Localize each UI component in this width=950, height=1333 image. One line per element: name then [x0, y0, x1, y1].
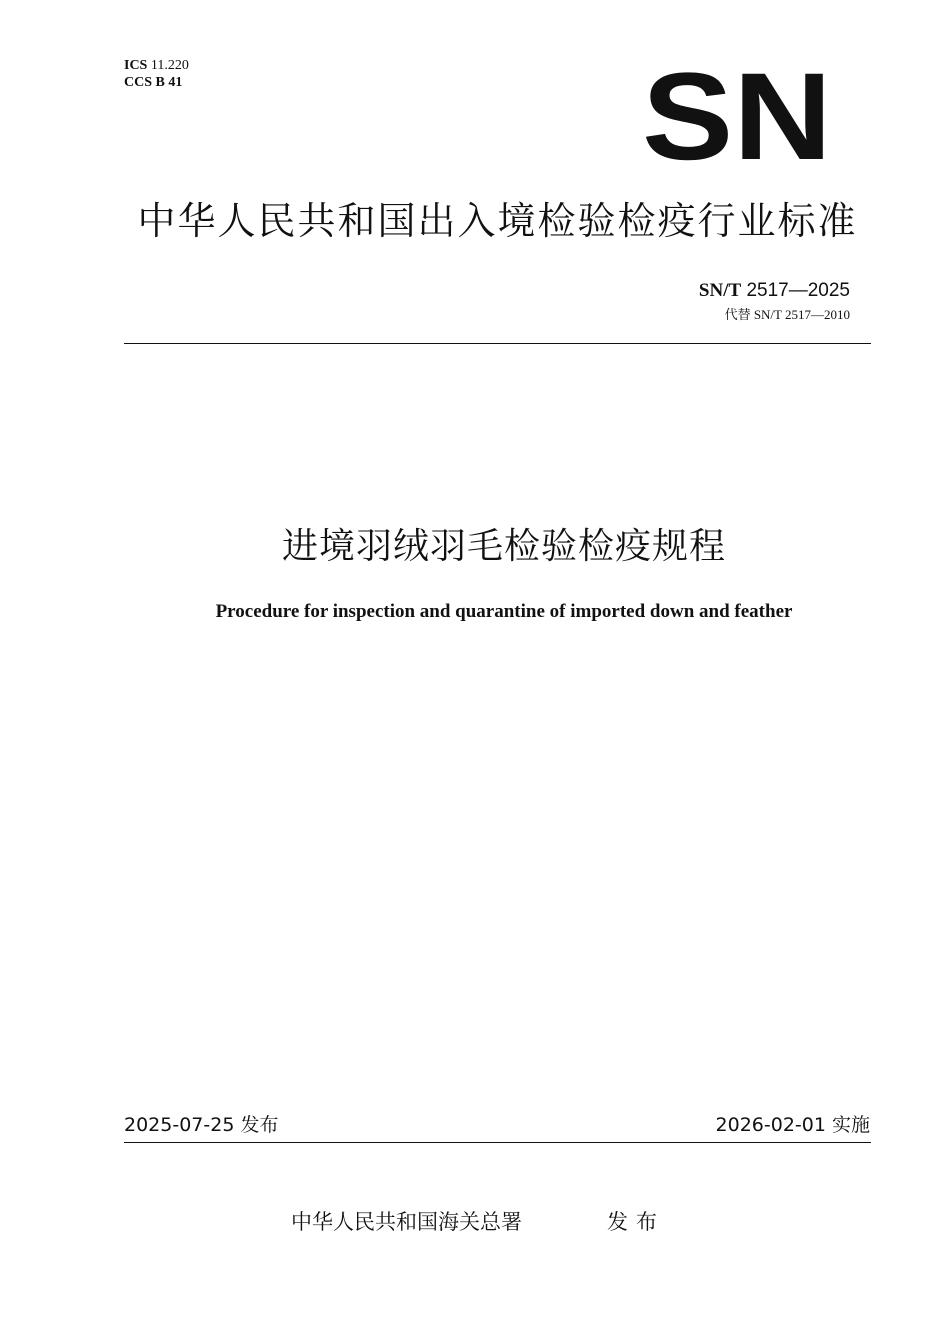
sn-logo-text: SN — [642, 68, 832, 162]
ics-code — [124, 57, 189, 74]
sn-logo — [642, 68, 832, 162]
industry-standard-title: 中华人民共和国出入境检验检疫行业标准 — [137, 199, 858, 243]
ccs-label: CCS — [124, 75, 153, 90]
ccs-code — [124, 74, 189, 91]
standard-number-value: 2517—2025 — [746, 280, 850, 301]
standard-number — [699, 280, 850, 302]
document-title-chinese: 进境羽绒羽毛检验检疫规程 — [281, 526, 726, 567]
standard-number-prefix: SN/T — [698, 280, 742, 301]
issuing-authority: 中华人民共和国海关总署 — [291, 1210, 522, 1234]
ccs-value: B 41 — [155, 75, 183, 90]
replaces-standard: 代替 SN/T 2517—2010 — [724, 307, 850, 322]
ics-label: ICS — [124, 58, 148, 73]
classification-codes — [124, 57, 189, 91]
ics-value: 11.220 — [150, 58, 189, 73]
header-divider — [124, 343, 871, 344]
footer-divider — [124, 1142, 871, 1143]
implementation-date: 2026-02-01 实施 — [715, 1114, 870, 1136]
document-title-english: Procedure for inspection and quarantine of imported down and feather — [215, 601, 793, 622]
issue-date: 2025-07-25 发布 — [124, 1114, 279, 1136]
publish-label: 发布 — [607, 1210, 665, 1234]
